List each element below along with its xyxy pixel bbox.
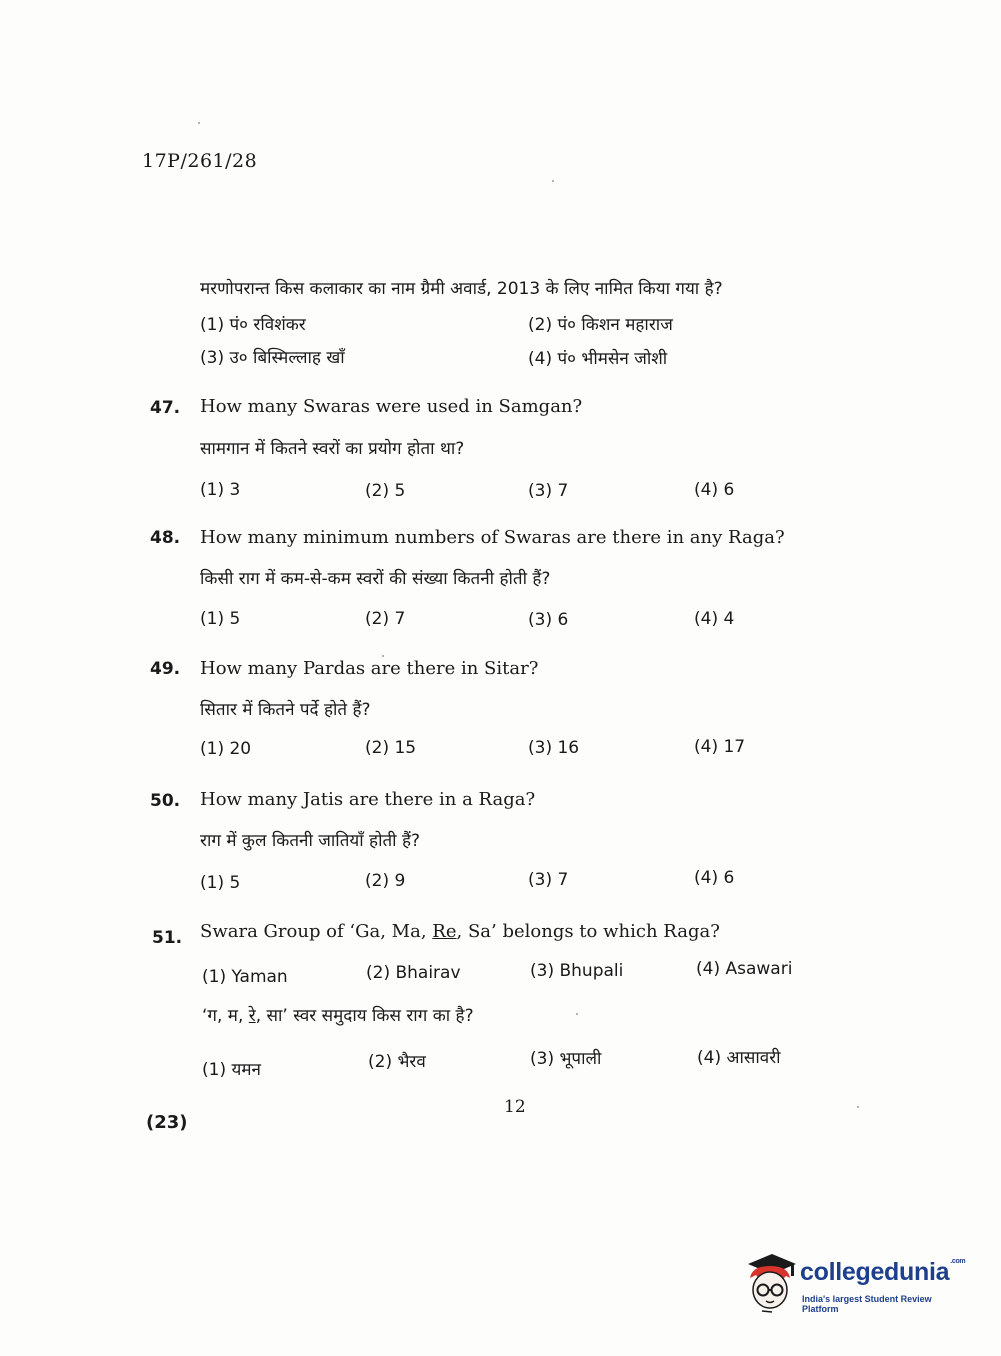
carryover-option-3: (3) उ० बिस्मिल्लाह खाँ (200, 348, 345, 368)
option: (2) Bhairav (366, 963, 461, 983)
option: (2) भैरव (368, 1052, 426, 1072)
scan-speck (382, 655, 384, 657)
option: (2) 5 (365, 481, 406, 501)
option: (1) 3 (200, 480, 241, 500)
question-number: 50. (150, 791, 181, 811)
option: (3) 7 (528, 870, 569, 890)
question-english: How many Jatis are there in a Raga? (200, 789, 536, 810)
option: (3) Bhupali (530, 961, 624, 981)
scan-speck (857, 1106, 859, 1108)
paper-code: 17P/261/28 (142, 150, 258, 172)
question-number: 47. (150, 398, 181, 418)
option: (4) Asawari (696, 959, 793, 979)
option: (4) आसावरी (697, 1048, 781, 1068)
question-english-prefix: Swara Group of ‘Ga, Ma, (200, 921, 433, 942)
question-hindi (202, 1003, 474, 1026)
option: (2) 9 (365, 871, 406, 891)
carryover-option-1: (1) पं० रविशंकर (200, 315, 306, 335)
question-english (200, 921, 720, 942)
option: (4) 6 (694, 480, 735, 500)
question-english: How many Pardas are there in Sitar? (200, 658, 539, 679)
question-hindi: राग में कुल कितनी जातियाँ होती हैं? (200, 831, 421, 851)
question-hindi: किसी राग में कम-से-कम स्वरों की संख्या कितनी होती हैं? (200, 569, 551, 589)
logo-tagline: India's largest Student Review Platform (802, 1294, 932, 1314)
option: (4) 6 (694, 868, 735, 888)
option: (1) 5 (200, 873, 241, 893)
option: (3) 7 (528, 481, 569, 501)
question-english-suffix: , Sa’ belongs to which Raga? (456, 921, 720, 942)
underlined-swara-hindi: रे (248, 1006, 256, 1026)
question-hindi-suffix: , सा’ स्वर समुदाय किस राग का है? (255, 1006, 474, 1026)
scan-speck (198, 122, 200, 124)
logo-wordmark: collegedunia$^{.com}$ (800, 1258, 966, 1286)
carryover-option-2: (2) पं० किशन महाराज (528, 315, 673, 335)
scan-speck (552, 180, 554, 182)
question-number: 51. (152, 928, 183, 948)
question-number: 49. (150, 659, 181, 679)
carryover-question-hindi: मरणोपरान्त किस कलाकार का नाम ग्रैमी अवार्ड, 2013 के लिए नामित किया गया है? (200, 279, 723, 299)
option: (4) 4 (694, 609, 735, 629)
page-number: 12 (504, 1097, 526, 1117)
option: (1) 5 (200, 609, 241, 629)
option: (3) 6 (528, 610, 569, 630)
option: (1) यमन (202, 1060, 261, 1080)
question-hindi-prefix: ‘ग, म, (202, 1006, 249, 1026)
carryover-option-4: (4) पं० भीमसेन जोशी (528, 349, 668, 369)
scan-speck (576, 1013, 578, 1015)
footer-code: (23) (146, 1112, 188, 1133)
option: (2) 15 (365, 738, 417, 758)
option: (4) 17 (694, 737, 746, 757)
question-number: 48. (150, 528, 181, 548)
option: (2) 7 (365, 609, 406, 629)
question-english: How many minimum numbers of Swaras are there in any Raga? (200, 527, 785, 548)
option: (1) Yaman (202, 967, 288, 987)
option: (3) भूपाली (530, 1049, 602, 1069)
option: (1) 20 (200, 739, 252, 759)
option: (3) 16 (528, 738, 580, 758)
collegedunia-logo (742, 1250, 967, 1320)
underlined-swara: Re (432, 921, 457, 942)
question-hindi: सितार में कितने पर्दे होते हैं? (200, 700, 371, 720)
question-english: How many Swaras were used in Samgan? (200, 396, 583, 417)
question-hindi: सामगान में कितने स्वरों का प्रयोग होता था? (200, 439, 465, 459)
mascot-icon (742, 1250, 798, 1314)
